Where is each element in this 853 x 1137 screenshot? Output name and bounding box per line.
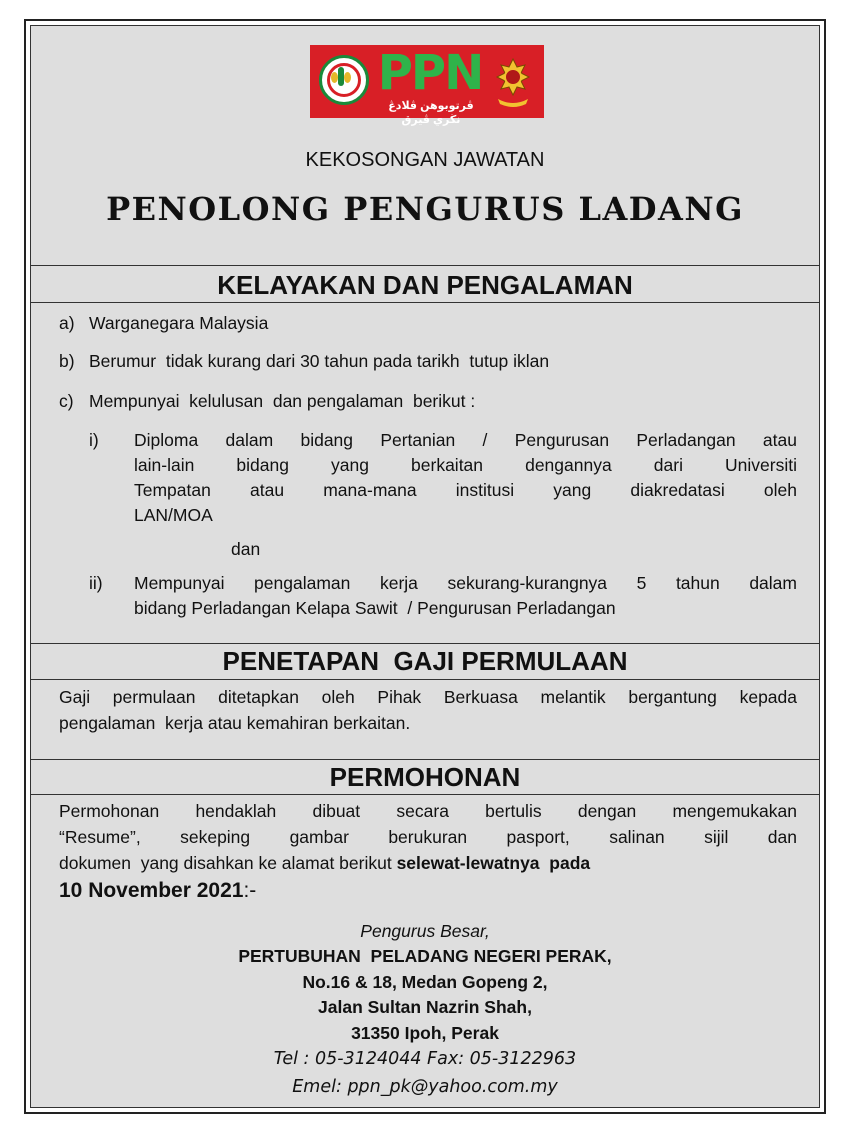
application-line-1: Permohonan hendaklah dibuat secara bertulis dengan mengemukakan [59,801,797,821]
address-street-2: Jalan Sultan Nazrin Shah, [318,997,532,1017]
divider [31,679,819,680]
item-marker-a: a) [59,313,75,333]
subitem-marker-i: i) [89,430,99,450]
vacancy-label: KEKOSONGAN JAWATAN [305,149,545,171]
peladang-emblem-icon [319,55,369,105]
address-phone: Tel : 05-3124044 Fax: 05-3122963 [273,1049,577,1069]
divider [31,794,819,795]
subitem-i-line-1: Diploma dalam bidang Pertanian / Pengurusan Perladangan atau [134,430,797,450]
logo-jawi-text: ڤرتوبوهن ڤلادڠ نڬري ڤيرق [388,100,474,126]
subitem-marker-ii: ii) [89,573,103,593]
address-organization: PERTUBUHAN PELADANG NEGERI PERAK, [238,946,612,966]
ppn-logo [310,45,544,126]
divider [31,302,819,303]
item-marker-c: c) [59,391,74,411]
perak-crest-icon [490,55,536,109]
subitem-i-line-4: LAN/MOA [134,505,213,525]
qualification-item-b: Berumur tidak kurang dari 30 tahun pada tarikh tutup iklan [89,351,550,371]
job-title: PENOLONG PENGURUS LADANG [106,190,744,228]
deadline-phrase: selewat-lewatnya pada [396,853,591,873]
application-line-2: “Resume”, sekeping gambar berukuran pasport, salinan sijil dan [59,827,797,847]
address-recipient: Pengurus Besar, [360,921,490,941]
qualification-item-c: Mempunyai kelulusan dan pengalaman berikut : [89,391,476,411]
salary-line-1: Gaji permulaan ditetapkan oleh Pihak Berkuasa melantik bergantung kepada [59,687,797,707]
logo-text: PPN [377,45,483,101]
subitem-i-line-2: lain-lain bidang yang berkaitan dengannya dari Universiti [134,455,797,475]
deadline-line [59,877,256,905]
salary-line-2: pengalaman kerja atau kemahiran berkaitan. [59,713,411,733]
subitem-ii-line-2: bidang Perladangan Kelapa Sawit / Pengurusan Perladangan [134,598,616,618]
application-line-3 [59,851,590,877]
address-street-1: No.16 & 18, Medan Gopeng 2, [302,972,548,992]
application-line-3-text: dokumen yang disahkan ke alamat berikut [59,853,397,873]
salary-heading: PENETAPAN GAJI PERMULAAN [222,646,628,676]
qualification-item-a: Warganegara Malaysia [89,313,269,333]
connector-text: dan [231,539,261,559]
deadline-date: 10 November 2021 [59,879,244,902]
subitem-i-line-3: Tempatan atau mana-mana institusi yang diakredatasi oleh [134,480,797,500]
application-heading: PERMOHONAN [329,762,521,792]
subitem-ii-line-1: Mempunyai pengalaman kerja sekurang-kurangnya 5 tahun dalam [134,573,797,593]
divider [31,265,819,266]
qualifications-heading: KELAYAKAN DAN PENGALAMAN [217,270,633,300]
item-marker-b: b) [59,351,75,371]
deadline-suffix: :- [243,879,257,902]
poster-panel [30,25,820,1108]
address-city: 31350 Ipoh, Perak [351,1023,499,1043]
address-email: Emel: ppn_pk@yahoo.com.my [292,1077,558,1097]
